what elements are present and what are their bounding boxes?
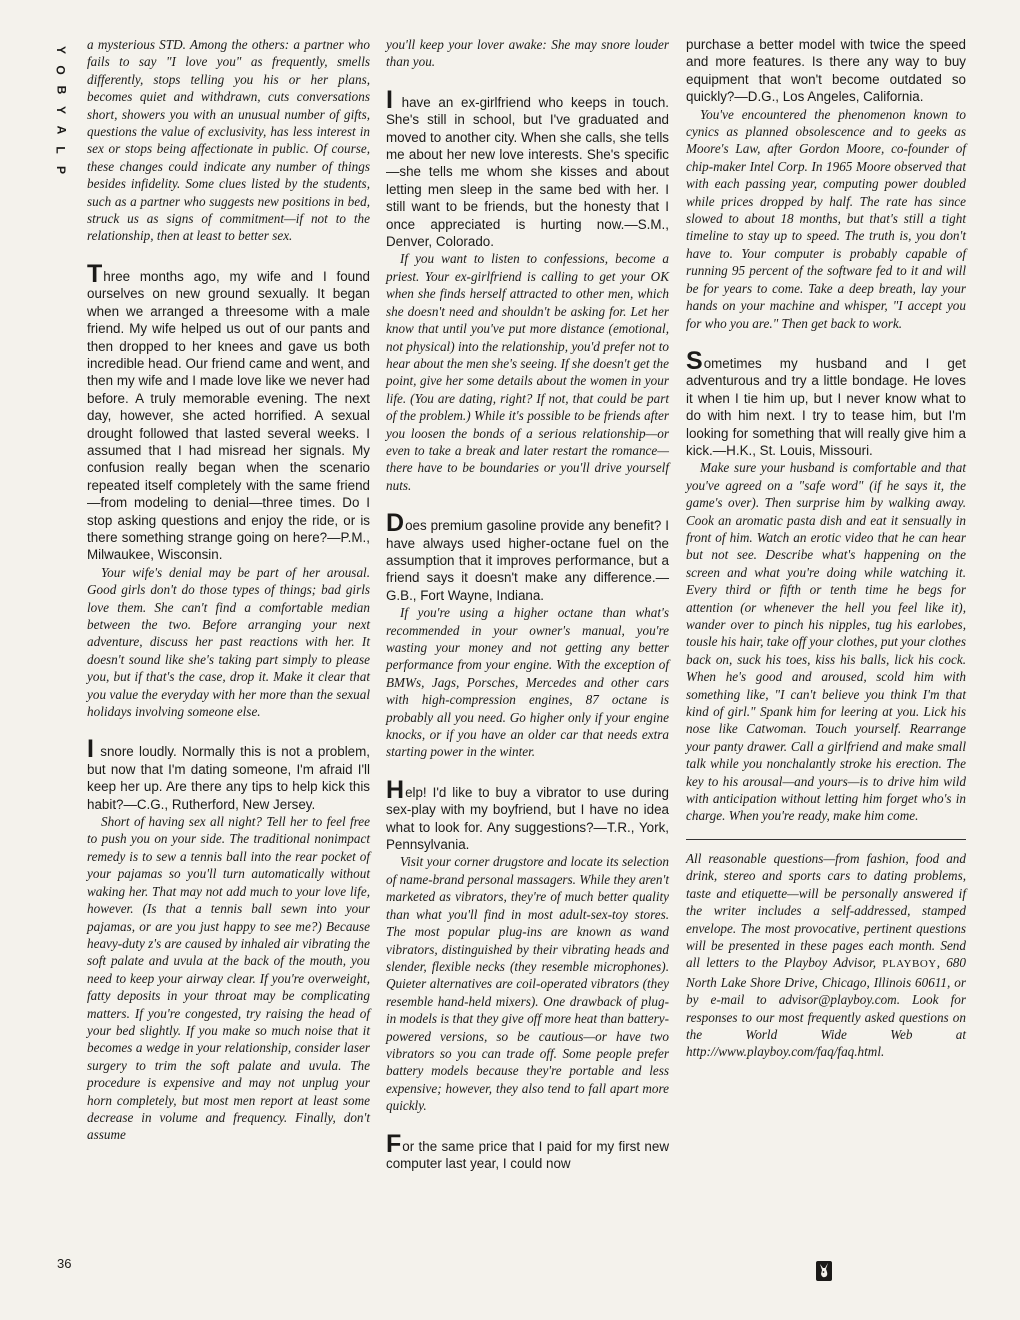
question-text <box>87 259 370 564</box>
note-text: All reasonable questions—from fashion, food and drink, stereo and sports cars to dating problems, taste and etiquette—will be personally answered if the writer includes a self-addressed, stamped envelope. The most provocative, pertinent questions will be presented in these pages each month. Send all letters to the Playboy Advisor, <box>686 850 966 971</box>
spine-letter: A <box>53 125 68 135</box>
answer-text: If you're using a higher octane than what's recommended in your owner's manual, you're wasting your money and not getting any better performance from your engine. With the exception of BMWs, Jags, Porsches, Mercedes and other cars with high-compression engines, 87 octane is probably all you need. Go higher only if your engine knocks, or if you have an older car that needs extra starting power in the winter. <box>386 605 669 760</box>
running-head-playboy <box>51 40 71 180</box>
question-body: oes premium gasoline provide any benefit? I have always used higher-octane fuel on the assumption that it improves performance, but a friend says it doesn't make any difference.—G.B., Fort Wayne, Indiana. <box>386 518 669 603</box>
drop-cap: D <box>386 509 405 538</box>
spine-letter: Y <box>53 105 68 115</box>
question-body: or the same price that I paid for my first new computer last year, I could now <box>386 1138 669 1171</box>
answer-text: Your wife's denial may be part of her arousal. Good girls don't do those types of things; bad girls love them. She can't find a comfortable median between the two. Before arranging your next adventure, discuss her past reactions with her. It doesn't sound like she's taking part simply to please you, but if that's the case, drop it. Make it clear that you value the everyday with her more than the sexual holidays involving someone else. <box>87 564 370 720</box>
question-text <box>686 346 966 459</box>
question-text <box>386 509 669 604</box>
answer-text: You've encountered the phenomenon known to cynics as planned obsolescence and to geeks as Moore's Law, after Gordon Moore, co-founder of chip-maker Intel Corp. In 1965 Moore observed that with each passing year, computing power doubled while prices dropped by half. The rate has since slowed to about 18 months, but that's still a tight timeline to stay up to speed. The truth is, you don't have to. Your computer is probably capable of running 95 percent of the software fed to it and will be for years to come. Take a deep breath, lay your hands on your machine and whisper, "I accept you for who you are." Then get back to work. <box>686 106 966 331</box>
question-body: elp! I'd like to buy a vibrator to use during sex-play with my boyfriend, but I have no idea what to look for. Any suggestions?—T.R., York, Pennsylvania. <box>386 784 669 853</box>
question-text <box>386 85 669 251</box>
spine-letter: P <box>53 165 68 175</box>
drop-cap: T <box>87 259 103 288</box>
answer-text: Visit your corner drugstore and locate its selection of name-brand personal massagers. While they aren't marketed as vibrators, they're of much better quality than what you'll find in most adult-sex-toy stores. The most popular plug-ins are known as wand vibrators, distinguished by their vibrating heads and slender, flexible necks (they resemble microphones). Quieter alternatives are coil-operated vibrators (they resemble hand-held mixers). One drawback of plug-in models is that they give off more heat than battery-powered versions, so be cautious—or have two vibrators so you can trade off. Some people prefer battery models because they're portable and less expensive; however, they also tend to fall apart more quickly. <box>386 854 669 1114</box>
column-2 <box>386 36 669 1172</box>
question-body: ometimes my husband and I get adventurous and try a little bondage. He loves it when I tie him up, but I never know what to do with him next. I try to tease him, but I'm looking for something that will really give him a kick.—H.K., St. Louis, Missouri. <box>686 355 966 458</box>
answer-text: you'll keep your lover awake: She may snore louder than you. <box>386 37 669 70</box>
answer-text: Make sure your husband is comfortable and that you've agreed on a "safe word" (if he says it, the game's over). Then surprise him by walking away. Cook an aromatic pasta dish and eat it sensually in front of him. Watch an erotic video that he can hear but not see. Describe what's happening on the screen and what you're doing while watching it. Every third or fifth or tenth time he begs for attention (or whenever the hell you feel like it), wander over to pinch his nipples, tug his earlobes, tousle his hair, take off your clothes, put your clothes back on, suck his toes, kiss his balls, lick his cock. When he's good and aroused, scold him with something like, "I can't believe you think I'm that kind of girl." Spank him for leering at you. Lick his nose like Catwoman. Touch yourself. Rearrange your panty drawer. Call a girlfriend and make small talk while you nonchalantly stroke his erection. The key to his arousal—and yours—is to drive him wild with anticipation without letting him forget who's in charge. When you're ready, make him come. <box>686 460 966 824</box>
question-body: have an ex-girlfriend who keeps in touch. She's still in school, but I've graduated and moved to another city. When she calls, she tells me about her new love interests. She's specific—she tells me whom she kisses and about letting men sleep in the same bed with her. I still want to be friends, but the honesty that I once appreciated is hurting now.—S.M., Denver, Colorado. <box>386 94 669 250</box>
drop-cap: S <box>686 346 703 375</box>
question-body: hree months ago, my wife and I found ourselves on new ground sexually. It began when we arranged a threesome with a male friend. My wife helped us out of our pants and then dropped to her knees and gave us both incredible head. Our friend came and went, and then my wife and I made love like we never had before. A truly memorable evening. The next day, however, she acted horrified. A sexual drought followed that lasted several weeks. I assumed that I had misread her signals. My confusion really began when the scenario repeated itself completely with the same friend—from modeling to denial—three times. Do I stop asking questions and enjoy the ride, or is there something strange going on here?—P.M., Milwaukee, Wisconsin. <box>87 268 370 563</box>
question-text <box>87 735 370 813</box>
question-text <box>386 775 669 854</box>
advisor-submission-note <box>686 850 966 1061</box>
spine-letter: B <box>53 85 68 95</box>
column-1 <box>87 36 370 1144</box>
answer-text: If you want to listen to confessions, become a priest. Your ex-girlfriend is calling to get your OK when she finds herself attracted to other men, which she doesn't need and shouldn't be asking for. Let her know that until you've put more distance (emotional, not physical) into the relationship, you'd prefer not to hear about the men she's seeing. If she doesn't get the point, give her some details about the women in your life. (You are dating, right? If not, that could be part of the problem.) While it's possible to be friends after you loosen the bonds of a serious relationship—or even to take a break and later restart the romance—there have to be boundaries or you'll drive yourself nuts. <box>386 251 669 493</box>
drop-cap: I <box>87 735 94 764</box>
spine-letter: Y <box>53 45 68 55</box>
answer-text: Short of having sex all night? Tell her to feel free to push you on your side. The traditional nonimpact remedy is to sew a tennis ball into the rear pocket of your pajamas so you'll turn automatically without waking her. That may not add much to your love life, however. (Is that a tennis ball sewn into your pajamas, or are you just happy to see me?) Because heavy-duty z's are caused by inhaled air vibrating the soft palate and uvula at the back of the mouth, you need to keep your airway clear. If you're overweight, fatty deposits in your throat may be complicating matters. If you're congested, try raising the head of your bed slightly. If you make so much noise that it becomes a wedge in your relationship, consider laser surgery to trim the soft palate and uvula. The procedure is expensive and may not unplug your horn completely, but most men report at least some decrease in volume and frequency. Finally, don't assume <box>87 814 370 1143</box>
note-text: , 680 North Lake Shore Drive, Chicago, Illinois 60611, or by e-mail to advisor@playboy.com. Look for responses to our most frequently asked questions on the World Wide Web at http://www.playboy.com/faq/faq.html. <box>686 955 966 1060</box>
brand-name: PLAYBOY <box>882 958 937 971</box>
divider-rule <box>686 839 966 840</box>
rabbit-head-icon <box>816 1261 832 1281</box>
drop-cap: H <box>386 775 405 804</box>
column-3 <box>686 36 966 1061</box>
question-text: purchase a better model with twice the speed and more features. Is there any way to buy equipment that won't become outdated so quickly?—D.G., Los Angeles, California. <box>686 37 966 105</box>
drop-cap: I <box>386 85 393 114</box>
question-text <box>386 1129 669 1173</box>
drop-cap: F <box>386 1129 402 1158</box>
question-body: snore loudly. Normally this is not a problem, but now that I'm dating someone, I'm afraid I'll keep her up. Are there any tips to help kick this habit?—C.G., Rutherford, New Jersey. <box>87 744 370 812</box>
spine-letter: O <box>54 65 68 75</box>
spine-letter: L <box>54 146 68 154</box>
page-number: 36 <box>57 1256 72 1271</box>
answer-text: a mysterious STD. Among the others: a partner who fails to say "I love you" as frequently, smells differently, stops telling you his or her plans, becomes quiet and withdrawn, cuts conversations short, showers you with an unusual number of gifts, questions the value of exclusivity, has less interest in sex or stops being affectionate in public. Of course, these changes could indicate any number of things besides infidelity. Some clues listed by the students, such as a partner who suggests new positions in bed, struck us as signs of commitment—if not to the relationship, then at least to better sex. <box>87 37 370 244</box>
